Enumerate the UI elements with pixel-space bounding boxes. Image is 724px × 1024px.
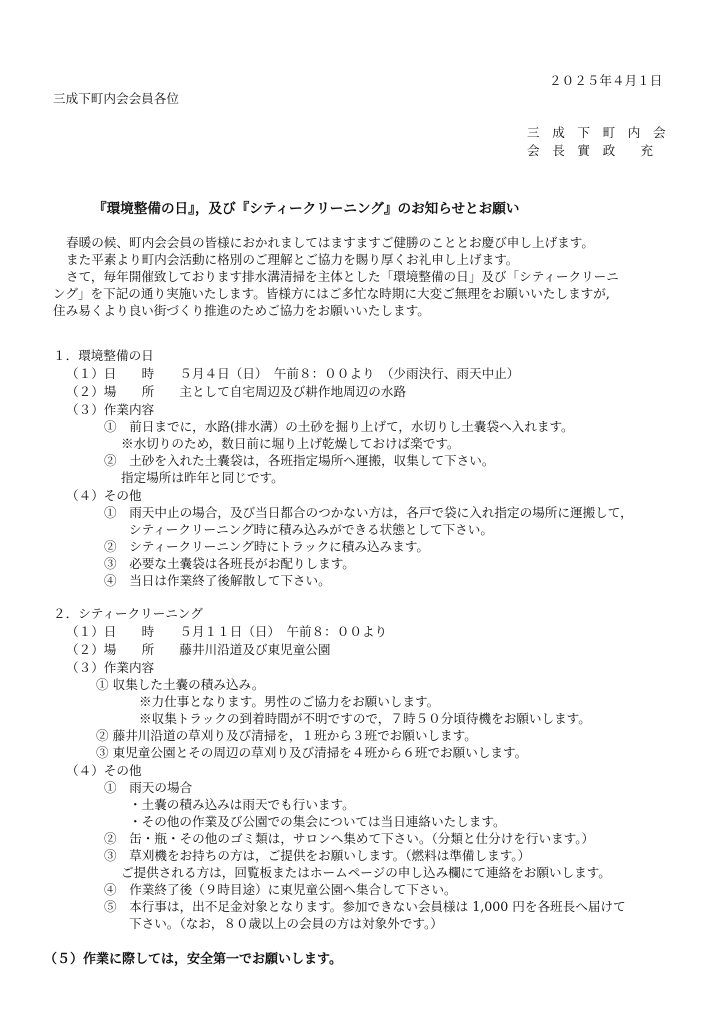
intro-line: また平素より町内会活動に格別のご理解とご協力を賜り厚くお礼申し上げます。: [66, 252, 519, 267]
work-heading: （３）作業内容: [66, 660, 155, 675]
work-item: ② 土砂を入れた土嚢袋は，各班指定場所へ運搬，収集して下さい。: [104, 453, 495, 468]
document-date: ２０２５年４月１日: [549, 73, 663, 88]
closing-note: （５）作業に際しては，安全第一でお願いします。: [44, 952, 342, 967]
work-item: ② 藤井川沿道の草刈り及び清掃を，１班から３班でお願いします。: [96, 728, 477, 743]
work-item: ③ 東児童公園とその周辺の草刈り及び清掃を４班から６班でお願いします。: [96, 745, 528, 760]
other-item: ② シティークリーニング時にトラックに積み込みます。: [104, 539, 429, 554]
other-item: ① 雨天の場合: [104, 780, 193, 795]
other-note: ご提供される方は，回覧板またはホームページの申し込み欄にて連絡をお願いします。: [121, 865, 611, 880]
other-item: ① 雨天中止の場合，及び当日都合のつかない方は，各戸で袋に入れ指定の場所に運搬して，: [104, 505, 633, 520]
intro-line: さて，毎年開催致しております排水溝清掃を主体とした「環境整備の日」及び「シティークリーニ: [66, 269, 619, 284]
other-item: ⑤ 本行事は，出不足金対象となります。参加できない会員様は 1,000 円を各班長へ届けて: [104, 899, 626, 914]
intro-line: 春暖の候、町内会会員の皆様におかれましてはますますご健勝のこととお慶び申し上げます。: [66, 235, 594, 250]
work-note: 指定場所は昨年と同じです。: [121, 470, 284, 485]
other-note: 下さい。（なお，８０歳以上の会員の方は対象外です。）: [129, 916, 443, 931]
work-heading: （３）作業内容: [66, 402, 155, 417]
addressee: 三成下町内会会員各位: [53, 91, 179, 106]
other-note: シティークリーニング時に積み込みができる状態として下さい。: [129, 522, 493, 537]
work-item: ① 前日までに，水路(排水溝）の土砂を掘り上げて，水切りし土嚢袋へ入れます。: [104, 419, 574, 434]
event-place: （２）場 所 藤井川沿道及び東児童公園: [66, 642, 331, 657]
other-note: ・土嚢の積み込みは雨天でも行います。: [129, 797, 355, 812]
other-item: ④ 当日は作業終了後解散して下さい。: [104, 573, 331, 588]
other-item: ④ 作業終了後（９時目途）に東児童公園へ集合して下さい。: [104, 882, 457, 897]
sender-name: 会 長 實 政 充: [527, 143, 653, 158]
work-note: ※水切りのため，数日前に堀り上げ乾燥しておけば楽です。: [121, 436, 460, 451]
other-heading: （４）その他: [66, 488, 142, 503]
intro-line: ング」を下記の通り実施いたします。皆様方にはご多忙な時期に大変ご無理をお願いいたしますが,: [53, 286, 610, 301]
section-heading: １．環境整備の日: [53, 348, 154, 363]
work-note: ※収集トラックの到着時間が不明ですので，７時５０分頃待機をお願いします。: [139, 711, 591, 726]
document-title: 『環境整備の日』，及び『シティークリーニング』のお知らせとお願い: [93, 201, 520, 217]
other-item: ② 缶・瓶・その他のゴミ類は，サロンへ集めて下さい。（分類と仕分けを行います。）: [104, 831, 595, 846]
work-item: ① 収集した土嚢の積み込み。: [96, 677, 265, 692]
sender-organization: 三 成 下 町 内 会: [527, 125, 666, 140]
work-note: ※力仕事となります。男性のご協力をお願いします。: [139, 694, 440, 709]
event-datetime: （１）日 時 ５月４日（日） 午前８：００より （少雨決行、雨天中止）: [66, 366, 520, 381]
intro-line: 住み易くより良い街づくり推進のためご協力をお願いいたします。: [53, 303, 430, 318]
other-item: ③ 必要な土嚢袋は各班長がお配りします。: [104, 556, 355, 571]
event-place: （２）場 所 主として自宅周辺及び耕作地周辺の水路: [66, 384, 407, 399]
other-item: ③ 草刈機をお持ちの方は，ご提供をお願いします。（燃料は準備します。）: [104, 848, 531, 863]
event-datetime: （１）日 時 ５月１１日（日） 午前８：００より: [66, 624, 388, 639]
section-heading: ２．シティークリーニング: [53, 606, 203, 621]
other-note: ・その他の作業及び公園での集会については当日連絡いたします。: [129, 814, 506, 829]
other-heading: （４）その他: [66, 763, 142, 778]
